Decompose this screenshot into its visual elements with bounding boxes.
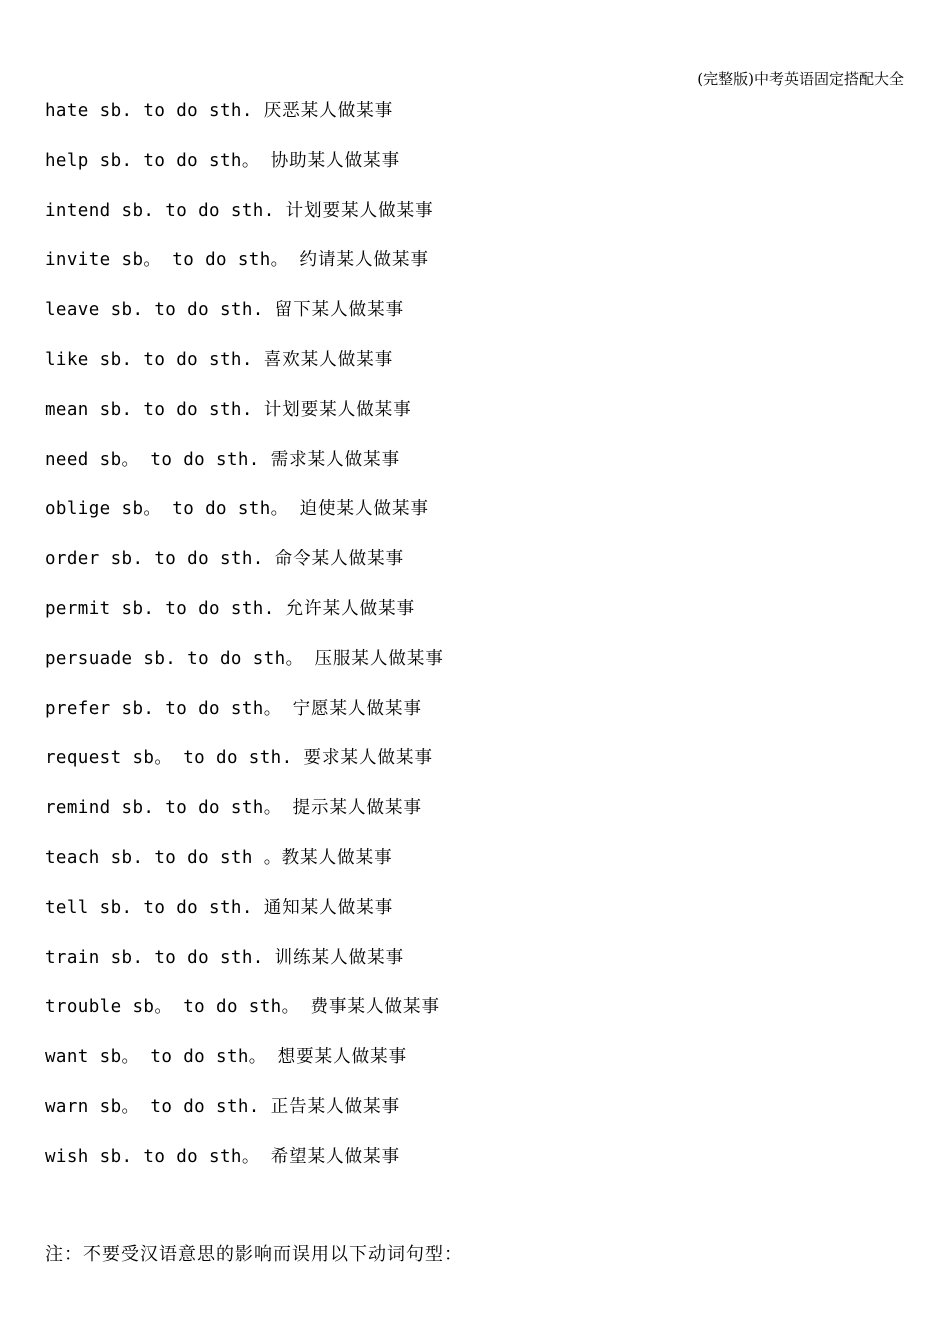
phrase-english: wish sb. to do sth。 <box>45 1146 271 1167</box>
phrase-english: remind sb. to do sth。 <box>45 798 293 819</box>
phrase-chinese: 协助某人做某事 <box>270 150 401 171</box>
phrase-chinese: 宁愿某人做某事 <box>292 698 423 719</box>
phrase-chinese: 想要某人做某事 <box>277 1047 408 1068</box>
phrase-item-help <box>45 146 444 196</box>
phrase-chinese: 厌恶某人做某事 <box>263 101 394 121</box>
phrase-chinese: 留下某人做某事 <box>274 300 405 321</box>
phrase-english: order sb. to do sth. <box>45 549 275 570</box>
phrase-list <box>45 96 444 1192</box>
phrase-item-train <box>45 943 444 993</box>
phrase-english: prefer sb. to do sth。 <box>45 698 293 719</box>
phrase-chinese: 命令某人做某事 <box>274 549 405 570</box>
phrase-english: trouble sb。 to do sth。 <box>45 997 311 1018</box>
phrase-english: mean sb. to do sth. <box>45 399 264 420</box>
phrase-chinese: 通知某人做某事 <box>263 897 394 918</box>
phrase-chinese: 计划要某人做某事 <box>285 200 434 221</box>
phrase-english: help sb. to do sth。 <box>45 150 271 171</box>
phrase-english: invite sb。 to do sth。 <box>45 250 300 271</box>
phrase-english: request sb。 to do sth. <box>45 748 304 769</box>
phrase-item-warn <box>45 1092 444 1142</box>
phrase-item-intend <box>45 196 444 246</box>
phrase-chinese: 允许某人做某事 <box>285 598 416 619</box>
phrase-item-oblige <box>45 494 444 544</box>
phrase-chinese: 希望某人做某事 <box>270 1146 401 1167</box>
phrase-item-persuade <box>45 644 444 694</box>
phrase-item-request <box>45 743 444 793</box>
phrase-item-need <box>45 445 444 495</box>
phrase-chinese: 约请某人做某事 <box>299 250 430 271</box>
phrase-chinese: 压服某人做某事 <box>314 648 444 669</box>
phrase-english: leave sb. to do sth. <box>45 300 275 321</box>
phrase-english: want sb。 to do sth。 <box>45 1047 278 1068</box>
phrase-item-want <box>45 1042 444 1092</box>
phrase-item-order <box>45 544 444 594</box>
phrase-chinese: 计划要某人做某事 <box>263 399 412 420</box>
phrase-item-like <box>45 345 444 395</box>
phrase-english: permit sb. to do sth. <box>45 598 286 619</box>
phrase-item-teach <box>45 843 444 893</box>
phrase-item-mean <box>45 395 444 445</box>
phrase-chinese: 正告某人做某事 <box>270 1096 401 1117</box>
phrase-chinese: 要求某人做某事 <box>303 748 433 769</box>
phrase-item-tell <box>45 893 444 943</box>
phrase-item-permit <box>45 594 444 644</box>
page-header-title: (完整版)中考英语固定搭配大全 <box>697 70 904 88</box>
phrase-english: warn sb。 to do sth. <box>45 1096 271 1117</box>
phrase-english: teach sb. to do sth 。 <box>45 847 282 868</box>
phrase-chinese: 教某人做某事 <box>281 847 393 868</box>
phrase-item-wish <box>45 1142 444 1192</box>
phrase-item-trouble <box>45 992 444 1042</box>
phrase-english: train sb. to do sth. <box>45 947 275 968</box>
phrase-english: oblige sb。 to do sth。 <box>45 499 300 520</box>
phrase-english: intend sb. to do sth. <box>45 200 286 221</box>
phrase-item-remind <box>45 793 444 843</box>
phrase-chinese: 迫使某人做某事 <box>299 499 430 520</box>
phrase-english: need sb。 to do sth. <box>45 449 271 470</box>
phrase-english: hate sb. to do sth. <box>45 101 264 121</box>
phrase-item-invite <box>45 245 444 295</box>
phrase-english: persuade sb. to do sth。 <box>45 648 315 669</box>
phrase-chinese: 费事某人做某事 <box>310 997 440 1018</box>
phrase-chinese: 喜欢某人做某事 <box>263 349 394 370</box>
phrase-item-hate <box>45 96 444 146</box>
note-text: 注：不要受汉语意思的影响而误用以下动词句型： <box>45 1244 463 1265</box>
phrase-item-prefer <box>45 694 444 744</box>
phrase-item-leave <box>45 295 444 345</box>
phrase-english: tell sb. to do sth. <box>45 897 264 918</box>
phrase-chinese: 需求某人做某事 <box>270 449 401 470</box>
phrase-chinese: 训练某人做某事 <box>274 947 405 968</box>
phrase-chinese: 提示某人做某事 <box>292 798 423 819</box>
phrase-english: like sb. to do sth. <box>45 349 264 370</box>
